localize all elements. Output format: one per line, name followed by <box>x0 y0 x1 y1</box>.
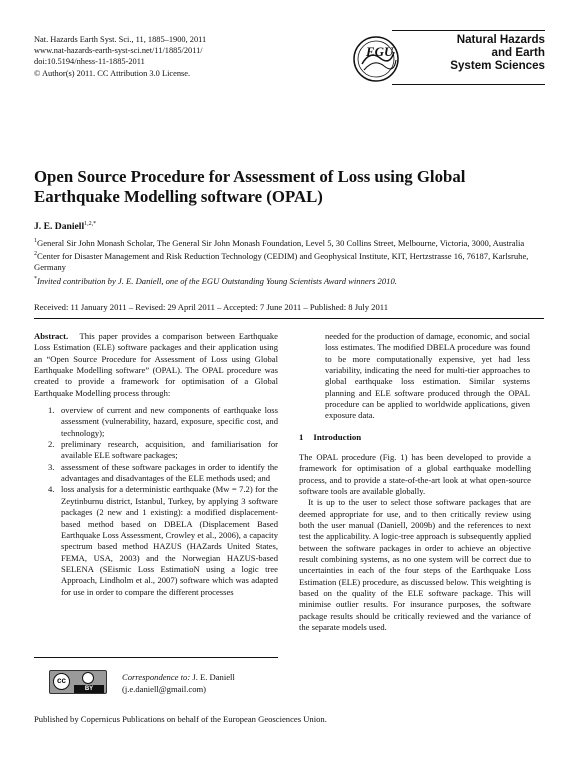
list-item <box>34 462 278 485</box>
correspondence-line <box>122 671 235 683</box>
author-line <box>34 221 96 232</box>
list-item <box>34 405 278 439</box>
correspondence-name: J. E. Daniell <box>192 672 235 682</box>
affiliations <box>34 236 550 287</box>
journal-name <box>450 33 545 73</box>
section-title: Introduction <box>313 432 362 442</box>
egu-logo-icon <box>350 28 408 88</box>
list-item-text: assessment of these software packages in order to identify the advantages and disadvantages of the ELE methods used; and <box>61 461 278 484</box>
intro-paragraph-1: The OPAL procedure (Fig. 1) has been developed to provide a framework for optimisation of a global earthquake modelling process, and to provide a state-of-the-art look at what open-source software tools are available globally. <box>299 452 531 497</box>
doi-link[interactable]: doi:10.5194/nhess-11-1885-2011 <box>34 57 145 67</box>
affiliation-mark: 2 <box>34 251 37 258</box>
correspondence-label: Correspondence to: <box>122 672 191 682</box>
header-divider <box>34 318 544 319</box>
affiliation-text: General Sir John Monash Scholar, The General Sir John Monash Foundation, Level 5, 30 Collins Street, Melbourne, Victoria, 3000, Australia <box>37 237 525 248</box>
abstract-label: Abstract. <box>34 331 69 341</box>
introduction-body <box>299 452 531 634</box>
correspondence-email-link[interactable]: (j.e.daniell@gmail.com) <box>122 684 207 694</box>
affiliation-mark: * <box>34 275 37 282</box>
section-heading <box>299 432 361 442</box>
list-item-text: loss analysis for a deterministic earthquake (Mw = 7.2) for the Zeytinburnu district, Istanbul, Turkey, by applying 3 software packages (2 new and 1 existing): a modified displacement-based method based on DBELA (Displacement Based Earthquake Loss Assessment, Crowley et al., 2006), a capacity spectrum based method HAZUS (HAZards United States, FEMA, USA, 2003) and the Norwegian HAZUS-based SELENA (SEismic Loss EstimatioN using a logic tree Approach, Lindholm et al., 2007) software which was adapted for use in order to compare the different processes <box>61 484 278 597</box>
list-item-text: preliminary research, acquisition, and familiarisation for available ELE software packages; <box>61 439 278 461</box>
list-item-text: overview of current and new components of earthquake loss assessment (vulnerability, hazard, exposure, specific cost, and technology); <box>61 405 278 438</box>
list-item-number: 4. <box>48 484 55 495</box>
list-item-number: 2. <box>48 439 55 450</box>
citation-line: Nat. Hazards Earth Syst. Sci., 11, 1885–1900, 2011 <box>34 35 207 44</box>
list-item <box>34 439 278 462</box>
cc-by-icon[interactable] <box>49 670 107 694</box>
affiliation-note <box>34 274 550 287</box>
paper-title: Open Source Procedure for Assessment of Loss using Global Earthquake Modelling software (OPAL) <box>34 167 466 206</box>
affiliation-1 <box>34 236 550 249</box>
journal-url-link[interactable]: www.nat-hazards-earth-syst-sci.net/11/1885/2011/ <box>34 46 203 56</box>
journal-name-line1: Natural Hazards <box>456 33 545 46</box>
list-item-number: 1. <box>48 405 55 416</box>
author-affil-marks: 1,2,* <box>84 221 97 227</box>
abstract-intro <box>34 331 278 399</box>
by-label: BY <box>74 685 104 693</box>
logo-top-rule <box>392 30 545 31</box>
author-name: J. E. Daniell <box>34 221 85 233</box>
citation-block <box>34 34 206 79</box>
correspondence <box>122 671 235 695</box>
intro-paragraph-2: It is up to the user to select those software packages that are deemed appropriate for use, and to then critically review using both the user manual (Daniell, 2009b) and the references to next test the applicability. A logic-tree approach is subsequently applied between the software packages in order to achieve an objective result combining systems, as no one system will be correct due to uncertainties in each of the four steps of the Earthquake Loss Estimation (ELE) procedure, as discussed below. This weighting is based on the quality of the ELE software package. This will minimise outlier results. For insurance purposes, the software package results should be critically reviewed and the variance of the separate models used. <box>299 497 531 633</box>
logo-bottom-rule <box>392 84 545 85</box>
publisher-footer: Published by Copernicus Publications on behalf of the European Geosciences Union. <box>34 714 327 724</box>
attribution-person-icon <box>82 672 94 684</box>
journal-name-line2: and Earth <box>491 46 545 60</box>
affiliation-2 <box>34 249 550 273</box>
affiliation-mark: 1 <box>34 238 37 244</box>
abstract-continuation: needed for the production of damage, economic, and social loss estimates. The modified DBELA procedure was found to be more computationally expensive, yet had less variability, indicating the need for multi-tier approaches to global earthquake loss estimation. Similar systems planning and ELE software produced through the OPAL procedure can be applied to worldwide applications, given exposure data. <box>325 331 530 421</box>
abstract-intro-text: This paper provides a comparison between Earthquake Loss Estimation (ELE) software packages and their application using an “Open Source Procedure for Assessment of Loss using Global Earthquake Modelling software” (OPAL). The OPAL procedure was created to provide a framework for optimisation of a Global Earthquake Modelling process through: <box>34 331 278 398</box>
abstract-column <box>34 331 278 598</box>
egu-logo-text: EGU <box>366 44 394 59</box>
abstract-list <box>34 405 278 598</box>
section-number: 1 <box>299 432 304 442</box>
list-item-number: 3. <box>48 461 55 472</box>
journal-name-line3: System Sciences <box>450 59 545 73</box>
affiliation-text: Center for Disaster Management and Risk Reduction Technology (CEDIM) and Geophysical Institute, KIT, Hertzstrasse 16, 76187, Karlsruhe, Germany <box>34 251 529 273</box>
cc-icon: cc <box>53 673 70 690</box>
received-dates: Received: 11 January 2011 – Revised: 29 April 2011 – Accepted: 7 June 2011 – Published: 8 July 2011 <box>34 302 389 312</box>
list-item <box>34 484 278 597</box>
affiliation-text: Invited contribution by J. E. Daniell, one of the EGU Outstanding Young Scientists Award winners 2010. <box>37 275 397 286</box>
footnote-divider <box>34 657 278 658</box>
journal-logo <box>350 28 545 88</box>
license-line: © Author(s) 2011. CC Attribution 3.0 License. <box>34 68 191 78</box>
